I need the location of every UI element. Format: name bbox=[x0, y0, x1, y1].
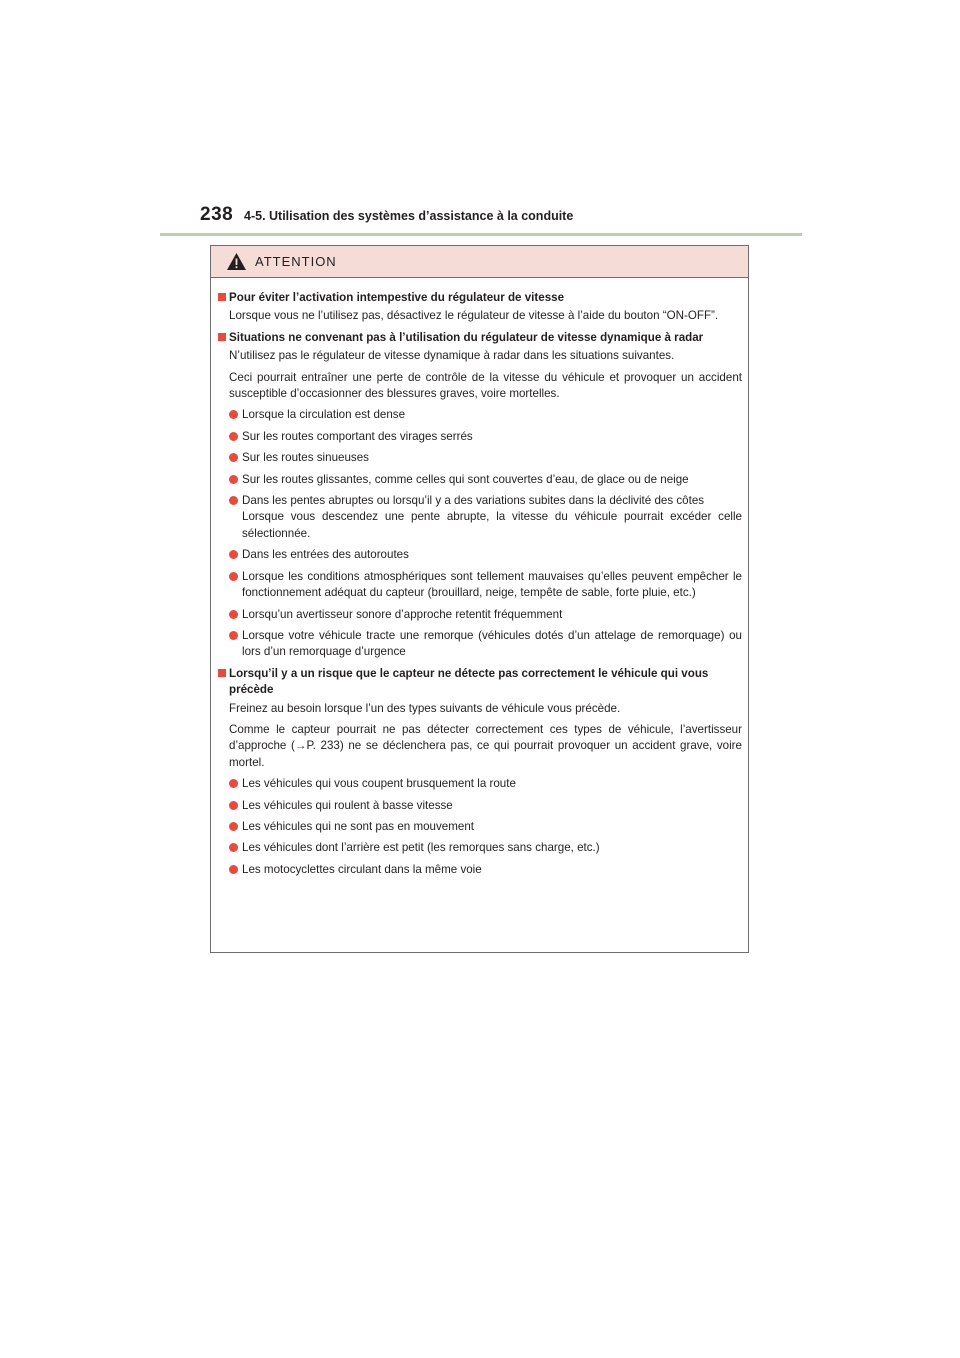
list-item bbox=[217, 776, 742, 792]
section-paragraph: Ceci pourrait entraîner une perte de contrôle de la vitesse du véhicule et provoquer un accident susceptible d’occasionner des blessures graves, voire mortelles. bbox=[229, 370, 742, 401]
list-item bbox=[217, 472, 742, 488]
list-item bbox=[217, 569, 742, 602]
list-item bbox=[217, 429, 742, 445]
round-bullet-icon bbox=[229, 822, 238, 831]
list-item bbox=[217, 450, 742, 466]
round-bullet-icon bbox=[229, 410, 238, 419]
list-item-text: Les véhicules dont l’arrière est petit (les remorques sans charge, etc.) bbox=[242, 841, 600, 855]
list-item bbox=[217, 547, 742, 563]
round-bullet-icon bbox=[229, 801, 238, 810]
section-heading: Situations ne convenant pas à l’utilisation du régulateur de vitesse dynamique à radar bbox=[217, 330, 742, 346]
round-bullet-icon bbox=[229, 453, 238, 462]
attention-box bbox=[210, 245, 749, 953]
section-paragraph: N’utilisez pas le régulateur de vitesse dynamique à radar dans les situations suivantes. bbox=[229, 349, 675, 363]
list-item-text: Sur les routes sinueuses bbox=[242, 451, 369, 465]
section-paragraph: Lorsque vous ne l’utilisez pas, désactivez le régulateur de vitesse à l’aide du bouton “ON-OFF”. bbox=[229, 309, 719, 323]
list-item-text: Lorsqu’un avertisseur sonore d’approche retentit fréquemment bbox=[242, 607, 563, 621]
list-item-text: Lorsque la circulation est dense bbox=[242, 408, 406, 422]
round-bullet-icon bbox=[229, 496, 238, 505]
attention-body bbox=[211, 278, 748, 878]
list-item-text: Les véhicules qui roulent à basse vitesse bbox=[242, 798, 453, 812]
round-bullet-icon bbox=[229, 572, 238, 581]
round-bullet-icon bbox=[229, 843, 238, 852]
round-bullet-icon bbox=[229, 475, 238, 484]
list-item bbox=[217, 862, 742, 878]
list-item bbox=[217, 607, 742, 623]
list-item-text: Dans les entrées des autoroutes bbox=[242, 548, 409, 562]
list-item bbox=[217, 798, 742, 814]
list-item-text: Les véhicules qui ne sont pas en mouvement bbox=[242, 819, 475, 833]
round-bullet-icon bbox=[229, 631, 238, 640]
section-heading: Lorsqu’il y a un risque que le capteur ne détecte pas correctement le véhicule qui vous précède bbox=[217, 666, 742, 699]
list-item-text: Les motocyclettes circulant dans la même voie bbox=[242, 862, 482, 876]
list-item-text: Sur les routes comportant des virages serrés bbox=[242, 429, 473, 443]
header-divider bbox=[160, 233, 802, 236]
section-paragraph: Comme le capteur pourrait ne pas détecter correctement ces types de véhicule, l’avertisseur d’approche (→P. 233) ne se déclenchera pas, ce qui pourrait provoquer un accident grave, voire mortel. bbox=[229, 722, 742, 769]
attention-title: ATTENTION bbox=[255, 254, 337, 269]
list-item bbox=[217, 407, 742, 423]
round-bullet-icon bbox=[229, 432, 238, 441]
list-item-text: Lorsque votre véhicule tracte une remorque (véhicules dotés d’un attelage de remorquage) ou lors d’un remorquage d’urgence bbox=[242, 628, 742, 659]
round-bullet-icon bbox=[229, 610, 238, 619]
list-item bbox=[217, 819, 742, 835]
page-number: 238 bbox=[200, 204, 234, 225]
list-item-text: Sur les routes glissantes, comme celles qui sont couvertes d’eau, de glace ou de neige bbox=[242, 472, 689, 486]
round-bullet-icon bbox=[229, 550, 238, 559]
list-item-text: Lorsque vous descendez une pente abrupte, la vitesse du véhicule pourrait excéder celle sélectionnée. bbox=[242, 510, 742, 540]
round-bullet-icon bbox=[229, 779, 238, 788]
section-heading: Pour éviter l’activation intempestive du régulateur de vitesse bbox=[217, 290, 742, 306]
list-item-text: Dans les pentes abruptes ou lorsqu’il y a des variations subites dans la déclivité des côtes bbox=[242, 494, 705, 508]
page-header bbox=[200, 204, 802, 234]
round-bullet-icon bbox=[229, 865, 238, 874]
section-paragraph: Freinez au besoin lorsque l’un des types suivants de véhicule vous précède. bbox=[229, 701, 621, 715]
list-item bbox=[217, 840, 742, 856]
list-item-text: Les véhicules qui vous coupent brusquement la route bbox=[242, 777, 516, 791]
list-item bbox=[217, 628, 742, 661]
list-item-text: Lorsque les conditions atmosphériques sont tellement mauvaises qu’elles peuvent empêcher le fonctionnement adéquat du capteur (brouillard, neige, tempête de sable, forte pluie, etc.) bbox=[242, 569, 742, 600]
section-title: 4-5. Utilisation des systèmes d’assistance à la conduite bbox=[244, 209, 574, 223]
warning-triangle-icon bbox=[226, 252, 247, 271]
attention-header bbox=[211, 246, 748, 278]
list-item bbox=[217, 493, 742, 542]
